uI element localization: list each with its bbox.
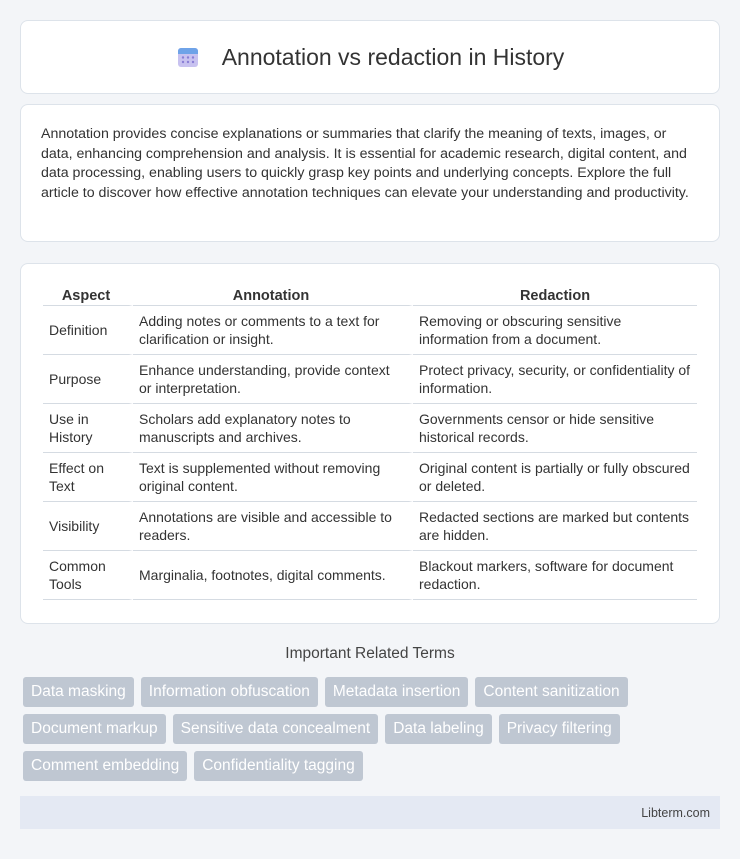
- cell-annotation: Enhance understanding, provide context or interpretation.: [133, 355, 413, 404]
- tag-confidentiality-tagging[interactable]: Confidentiality tagging: [194, 751, 363, 781]
- cell-annotation: Adding notes or comments to a text for clarification or insight.: [133, 306, 413, 355]
- column-header-redaction: Redaction: [413, 284, 697, 306]
- cell-redaction: Protect privacy, security, or confidentiality of information.: [413, 355, 697, 404]
- cell-redaction: Removing or obscuring sensitive information from a document.: [413, 306, 697, 355]
- table-row: [43, 453, 697, 502]
- table-row: [43, 355, 697, 404]
- cell-annotation: Scholars add explanatory notes to manuscripts and archives.: [133, 404, 413, 453]
- related-terms-tags: [23, 677, 723, 781]
- cell-aspect: Common Tools: [43, 551, 133, 600]
- column-header-aspect: Aspect: [43, 284, 133, 306]
- tag-comment-embedding[interactable]: Comment embedding: [23, 751, 187, 781]
- tag-information-obfuscation[interactable]: Information obfuscation: [141, 677, 318, 707]
- footer: [20, 796, 720, 829]
- page-title: Annotation vs redaction in History: [221, 43, 565, 70]
- tag-content-sanitization[interactable]: Content sanitization: [475, 677, 627, 707]
- cell-redaction: Redacted sections are marked but contents are hidden.: [413, 502, 697, 551]
- footer-site-link[interactable]: Libterm.com: [641, 805, 710, 820]
- related-terms-title: Important Related Terms: [285, 645, 455, 662]
- tag-data-labeling[interactable]: Data labeling: [385, 714, 491, 744]
- cell-aspect: Purpose: [43, 355, 133, 404]
- table-row: [43, 306, 697, 355]
- cell-aspect: Visibility: [43, 502, 133, 551]
- intro-text: Annotation provides concise explanations or summaries that clarify the meaning of texts, images, or data, enhancing comprehension and analysis. It is essential for academic research, digital content, and data processing, enabling users to quickly grasp key points and underlying concepts. Explore the full article to discover how effective annotation techniques can elevate your understanding and productivity.: [41, 126, 689, 201]
- tag-privacy-filtering[interactable]: Privacy filtering: [499, 714, 620, 744]
- cell-annotation: Marginalia, footnotes, digital comments.: [133, 551, 413, 600]
- intro-card: [20, 104, 720, 242]
- cell-aspect: Effect on Text: [43, 453, 133, 502]
- cell-redaction: Original content is partially or fully obscured or deleted.: [413, 453, 697, 502]
- column-header-annotation: Annotation: [133, 284, 413, 306]
- calendar-icon: [176, 45, 200, 69]
- table-row: [43, 404, 697, 453]
- cell-annotation: Text is supplemented without removing original content.: [133, 453, 413, 502]
- cell-aspect: Definition: [43, 306, 133, 355]
- table-row: [43, 502, 697, 551]
- tag-metadata-insertion[interactable]: Metadata insertion: [325, 677, 469, 707]
- tag-sensitive-data-concealment[interactable]: Sensitive data concealment: [173, 714, 379, 744]
- cell-redaction: Governments censor or hide sensitive historical records.: [413, 404, 697, 453]
- comparison-table-card: [20, 263, 720, 624]
- table-row: [43, 551, 697, 600]
- cell-redaction: Blackout markers, software for document redaction.: [413, 551, 697, 600]
- table-header-row: [43, 284, 697, 306]
- tag-data-masking[interactable]: Data masking: [23, 677, 134, 707]
- tag-document-markup[interactable]: Document markup: [23, 714, 166, 744]
- header-card: [20, 20, 720, 94]
- cell-annotation: Annotations are visible and accessible to readers.: [133, 502, 413, 551]
- comparison-table: [43, 284, 697, 600]
- cell-aspect: Use in History: [43, 404, 133, 453]
